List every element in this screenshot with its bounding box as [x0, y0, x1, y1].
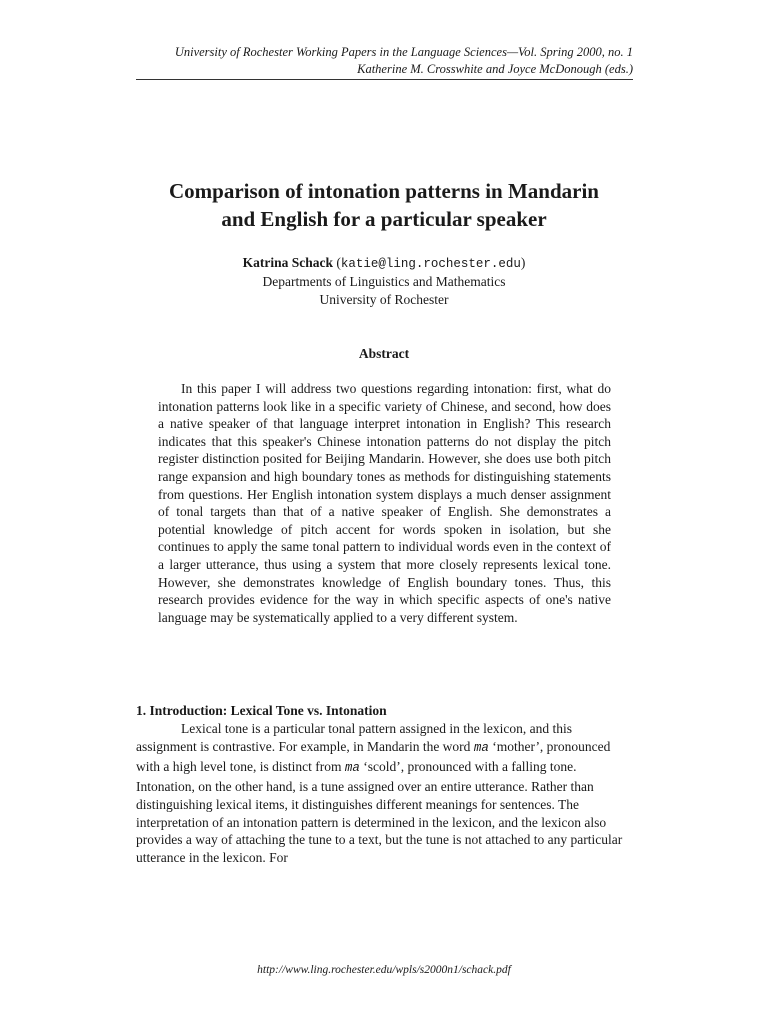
paper-title-line2: and English for a particular speaker — [221, 207, 547, 231]
author-affiliation-departments: Departments of Linguistics and Mathematics — [262, 274, 506, 289]
author-affiliation-university: University of Rochester — [319, 292, 449, 307]
author-email-close: ) — [520, 255, 526, 270]
abstract-heading: Abstract — [358, 346, 410, 361]
section-introduction-text — [136, 720, 633, 867]
header-rule — [136, 79, 633, 80]
paper-title — [120, 177, 648, 233]
intro-text-part1: Lexical tone is a particular tonal pattern assigned in the lexicon, and this assignment is contrastive. For example, in Mandarin the word — [136, 721, 572, 754]
running-header — [136, 44, 633, 78]
author-line — [120, 254, 648, 273]
example-word-ma-scold: ma — [344, 760, 360, 775]
abstract-text: In this paper I will address two questions regarding intonation: first, what do intonation patterns look like in a specific variety of Chinese, and second, how does a native speaker of that language interpret intonation in English? This research indicates that this speaker's Chinese intonation patterns do not display the pitch register distinction posited for Beijing Mandarin. However, she does use both pitch range expansion and high boundary tones as methods for distinguishing statements from questions. Her English intonation system displays a much denser assignment of tonal targets than that of a native speaker of English. She demonstrates a potential knowledge of pitch accent for words spoken in isolation, but she continues to apply the same tonal pattern to individual words even in the context of a larger utterance, thus using a system that more closely represents lexical tone. However, she demonstrates knowledge of English boundary tones. Thus, this research provides evidence for the way in which specific aspects of one's native language may be systematically applied to a very different system. — [158, 381, 611, 625]
author-block — [120, 254, 648, 309]
paper-title-line1: Comparison of intonation patterns in Mandarin — [169, 179, 599, 203]
footer-url[interactable]: http://www.ling.rochester.edu/wpls/s2000n1/schack.pdf — [257, 964, 511, 976]
intro-text-part3: ‘scold’, pronounced with a falling tone. Intonation, on the other hand, is a tune assigned over an entire utterance. Rather than distinguishing lexical items, it distinguishes different meanings for sentences. The interpretation of an intonation pattern is determined in the lexicon, and the lexicon also provides a way of attaching the tune to a text, but the tune is not attached to any particular utterance in the lexicon. For — [136, 758, 623, 866]
author-name: Katrina Schack — [242, 255, 333, 270]
example-word-ma-mother: ma — [473, 740, 489, 755]
section-heading-introduction: 1. Introduction: Lexical Tone vs. Intonation — [136, 703, 387, 718]
running-header-editors: Katherine M. Crosswhite and Joyce McDonough (eds.) — [357, 62, 633, 76]
intro-text-part2: ‘mother’, pronounced with a high level tone, is distinct from — [136, 738, 611, 774]
author-email[interactable]: katie@ling.rochester.edu — [340, 257, 521, 271]
author-email-open: ( — [332, 255, 341, 270]
running-header-journal: University of Rochester Working Papers in the Language Sciences—Vol. Spring 2000, no. 1 — [174, 45, 633, 59]
